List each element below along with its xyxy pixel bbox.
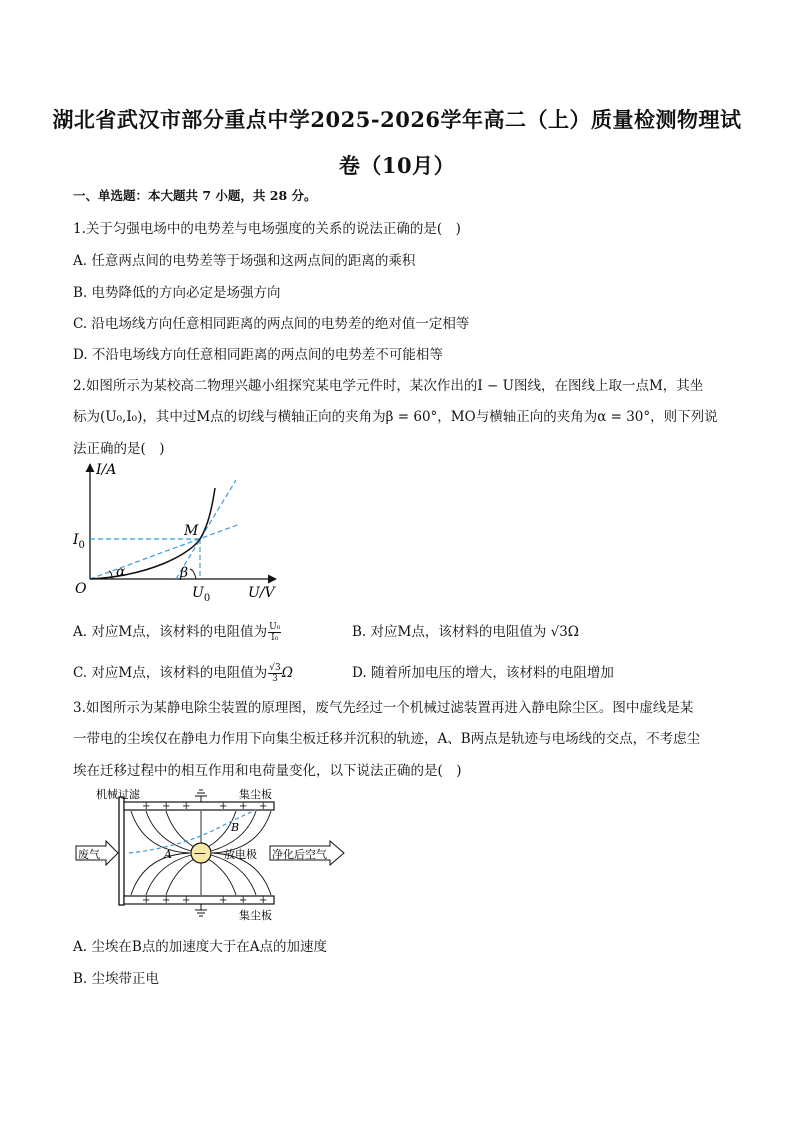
svg-text:+: +: [162, 801, 171, 812]
bottom-plate-label: 集尘板: [239, 909, 272, 922]
x-axis-label: U/V: [248, 585, 275, 601]
q1-option-a: A. 任意两点间的电势差等于场强和这两点间的距离的乘积: [73, 253, 416, 269]
bottom-ground-symbol: [195, 904, 207, 916]
inlet-label: 废气: [78, 848, 100, 861]
point-b-label: B: [231, 821, 240, 834]
svg-text:+: +: [162, 895, 171, 906]
svg-text:+: +: [259, 895, 268, 906]
q1-option-d: D. 不沿电场线方向任意相同距离的两点间的电势差不可能相等: [73, 347, 443, 363]
electrostatic-precipitator-figure: [74, 785, 354, 925]
electrode-label: 放电极: [224, 848, 257, 861]
q2-option-d: D. 随着所加电压的增大，该材料的电阻增加: [352, 665, 614, 681]
svg-text:+: +: [219, 801, 228, 812]
q2-option-a-text: A. 对应M点，该材料的电阻值为: [73, 624, 268, 640]
q1-option-c: C. 沿电场线方向任意相同距离的两点间的电势差的绝对值一定相等: [73, 316, 470, 332]
origin-label: O: [75, 581, 87, 597]
iu-graph-figure: [70, 458, 290, 608]
q2-option-c-fraction: [268, 663, 281, 684]
q3-option-a: A. 尘埃在B点的加速度大于在A点的加速度: [73, 939, 328, 955]
q3-stem-line1: 3.如图所示为某静电除尘装置的原理图，废气先经过一个机械过滤装置再进入静电除尘区。图中虚线是某: [73, 700, 694, 716]
q2-option-a-fraction: [268, 622, 281, 643]
fraction-denominator: 3: [272, 674, 278, 684]
q1-stem: 1.关于匀强电场中的电势差与电场强度的关系的说法正确的是( ): [73, 221, 461, 237]
svg-text:U0: [192, 585, 210, 604]
svg-text:+: +: [219, 895, 228, 906]
om-dashed-line: [90, 524, 240, 579]
paper-title-line1: 湖北省武汉市部分重点中学2025-2026学年高二（上）质量检测物理试: [52, 107, 742, 132]
svg-text:+: +: [239, 895, 248, 906]
top-plate-label: 集尘板: [239, 788, 272, 801]
svg-text:+: +: [182, 801, 191, 812]
svg-text:+: +: [259, 801, 268, 812]
beta-label: β: [180, 565, 189, 581]
mechanical-filter: [119, 797, 124, 905]
q2-option-c-unit: Ω: [281, 665, 293, 681]
svg-text:+: +: [239, 801, 248, 812]
section-heading: 一、单选题：本大题共 7 小题，共 28 分。: [73, 188, 317, 203]
paper-title-line2: 卷（10月）: [338, 153, 456, 178]
svg-text:+: +: [142, 895, 151, 906]
u0-subscript: 0: [203, 593, 211, 604]
point-a-label: A: [164, 848, 172, 861]
i0-subscript: 0: [78, 540, 85, 551]
fraction-numerator: √3: [269, 663, 281, 673]
q2-stem-line2: 标为(U₀,I₀)，其中过M点的切线与横轴正向的夹角为β = 60°，MO与横轴正向的夹角为α = 30°，则下列说: [73, 409, 718, 425]
electrode-minus-sign: —: [194, 846, 206, 860]
i0-label: I: [73, 532, 79, 548]
q1-option-b: B. 电势降低的方向必定是场强方向: [73, 285, 281, 301]
fraction-denominator: I₀: [271, 633, 279, 643]
q2-stem-line3: 法正确的是( ): [73, 441, 165, 457]
q2-option-c-text: C. 对应M点，该材料的电阻值为: [73, 665, 268, 681]
outlet-label: 净化后空气: [272, 848, 327, 861]
y-axis-label: I/A: [96, 462, 117, 478]
beta-arc: [190, 569, 196, 579]
q2-option-c: [73, 661, 293, 684]
q3-option-b: B. 尘埃带正电: [73, 971, 160, 987]
q2-option-a: [73, 620, 281, 643]
q3-stem-line3: 埃在迁移过程中的相互作用和电荷量变化，以下说法正确的是( ): [73, 763, 462, 779]
top-ground-symbol: [195, 790, 207, 802]
q2-option-b: B. 对应M点，该材料的电阻值为 √3Ω: [352, 624, 580, 640]
u0-label: U: [192, 585, 204, 601]
svg-text:+: +: [142, 801, 151, 812]
point-m-label: M: [184, 523, 199, 539]
alpha-label: α: [116, 564, 126, 580]
svg-text:+: +: [182, 895, 191, 906]
q3-stem-line2: 一带电的尘埃仅在静电力作用下向集尘板迁移并沉积的轨迹，A、B两点是轨迹与电场线的交点，不考虑尘: [73, 731, 701, 747]
filter-label: 机械过滤: [96, 788, 140, 801]
q2-stem-line1: 2.如图所示为某校高二物理兴趣小组探究某电学元件时，某次作出的I − U图线，在图线上取一点M，其坐: [73, 378, 704, 394]
svg-text:I0: [72, 532, 85, 551]
fraction-numerator: U₀: [269, 622, 281, 632]
